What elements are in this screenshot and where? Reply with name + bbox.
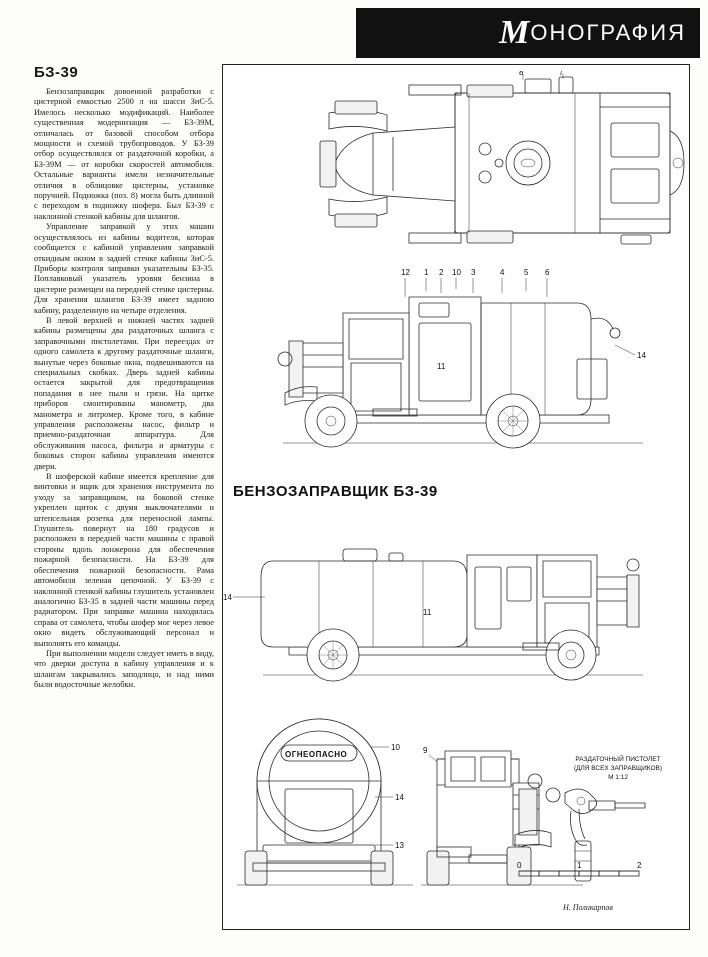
article-paragraph: В шоферской кабине имеется крепление для винтовки и ящик для хранения инструмента по уходу за заправщиком, на боковой стенке укреплен щиток с двумя выключателями и штепсельная розетка для переносной лампы. Глушитель повернут на 180 градусов и расположен в передней части машины с правой стороны вдоль лонжерона для обеспечения пожарной безопасности. На БЗ-39 для обеспечения пожарной безопасности. Рама автомобиля зеленая цепочной. У БЗ-39 с наклонной стенкой кабины глушитель установлен аналогично БЗ-35 в задней части машины перед радиатором. При заправке машина находилась справа от самолета, чтобы шофер мог через левое окно видеть обслуживающий персонал и выполнять его команды.	[34, 472, 214, 648]
article-title: БЗ-39	[34, 64, 79, 81]
rear-and-front-view-drawing	[223, 685, 690, 915]
technical-drawing-plate	[222, 64, 690, 930]
callout-number: 14	[395, 793, 404, 802]
callout-number: 5	[524, 268, 529, 277]
article-paragraph: Управление заправкой у этих машин осуществлялось из кабины водителя, которая сообщается с кабиной управления заправкой откидным окном в задней стенке кабины ЗиС-5. Приборы контроля заправки указательны БЗ-35. Поплавковый указатель уровня бензина в цистерне размещен на передней стенке цистерны. Для хранения шлангов БЗ-39 имеет заднюю кабину, разделенную на четыре отделения.	[34, 222, 214, 315]
callout-number: 10	[391, 743, 400, 752]
masthead-logo-letter: М	[499, 14, 529, 51]
callout-number: 6	[545, 268, 550, 277]
nozzle-caption-line2: (ДЛЯ ВСЕХ ЗАПРАВЩИКОВ)	[573, 765, 663, 772]
callout-number: 11	[437, 362, 446, 371]
side-view-drawing-2	[223, 505, 690, 705]
scale-label-left: 0	[517, 861, 522, 870]
nozzle-caption	[553, 755, 683, 782]
nozzle-caption-line1: РАЗДАТОЧНЫЙ ПИСТОЛЕТ	[575, 756, 661, 763]
plate-title: БЕНЗОЗАПРАВЩИК БЗ-39	[233, 483, 438, 500]
article-paragraph: При выполнении модели следует иметь в виду, что дверки доступа в кабину управления и к шлангам закрывались заподлицо, и над ними были водосточные желобки.	[34, 648, 214, 690]
nozzle-scale-label: М 1:12	[608, 774, 628, 781]
article-column	[34, 64, 214, 691]
draftsman-signature: Н. Поликарпов	[563, 903, 613, 912]
callout-number: 11	[423, 608, 432, 617]
callout-number: 4	[500, 268, 505, 277]
top-view-drawing	[223, 71, 690, 286]
article-paragraph: Бензозаправщик довоенной разработки с цистерной емкостью 2500 л на шасси ЗиС-5. Имелось несколько модификаций. Наиболее существенная модернизация — БЗ-39М, отличалась от базовой способом отбора мощности и схемой трубопроводов. У БЗ-39 отбор осуществлялся от раздаточной коробки, а БЗ-39М — от коробки скоростей автомобиля. Остальные варианты имели незначительные отличия в облицовке цистерны, установке поручней. Подножка (поз. 8) могла быть длинной с переходом в подножку шофера. Был БЗ-39 с наклонной стенкой кабины для шлангов.	[34, 87, 214, 221]
callout-number: 10	[452, 268, 461, 277]
scale-label-mid: 1	[577, 861, 582, 870]
article-body	[34, 87, 214, 691]
callout-number: 1	[424, 268, 429, 277]
callout-number: 2	[439, 268, 444, 277]
callout-number: 12	[401, 268, 410, 277]
article-paragraph: В левой верхней и нижней частях задней кабины размещены два раздаточных шланга с заправочными пистолетами. При переездах от одного самолета к другому раздаточные шланги, вынутые через боковые окна, подвешиваются на специальных скобках. Дверь задней кабины остается закрытой для предотвращения попадания в нее пыли и грязи. На щитке приборов смонтированы манометр, два манометра и литромер. Кроме того, в кабине управления расположены насос, фильтр и приемно-раздаточная аппаратура. Для обслуживания насоса, фильтра и арматуры с боковых сторон кабины управления имеются двери.	[34, 315, 214, 471]
callout-number: 14	[223, 593, 232, 602]
tank-marking-text: ОГНЕОПАСНО	[285, 750, 348, 759]
callout-number: 9	[423, 746, 428, 755]
callout-number: 13	[395, 841, 404, 850]
scale-bar	[517, 861, 642, 876]
callout-number: 3	[471, 268, 476, 277]
scale-label-right: 2	[637, 861, 642, 870]
callout-number: 14	[637, 351, 646, 360]
callout-number: 7	[559, 71, 564, 77]
side-view-drawing-1	[223, 263, 690, 483]
masthead-banner	[356, 8, 700, 58]
callout-number: 8	[519, 71, 524, 77]
masthead-logo-text: ОНОГРАФИЯ	[530, 20, 686, 45]
